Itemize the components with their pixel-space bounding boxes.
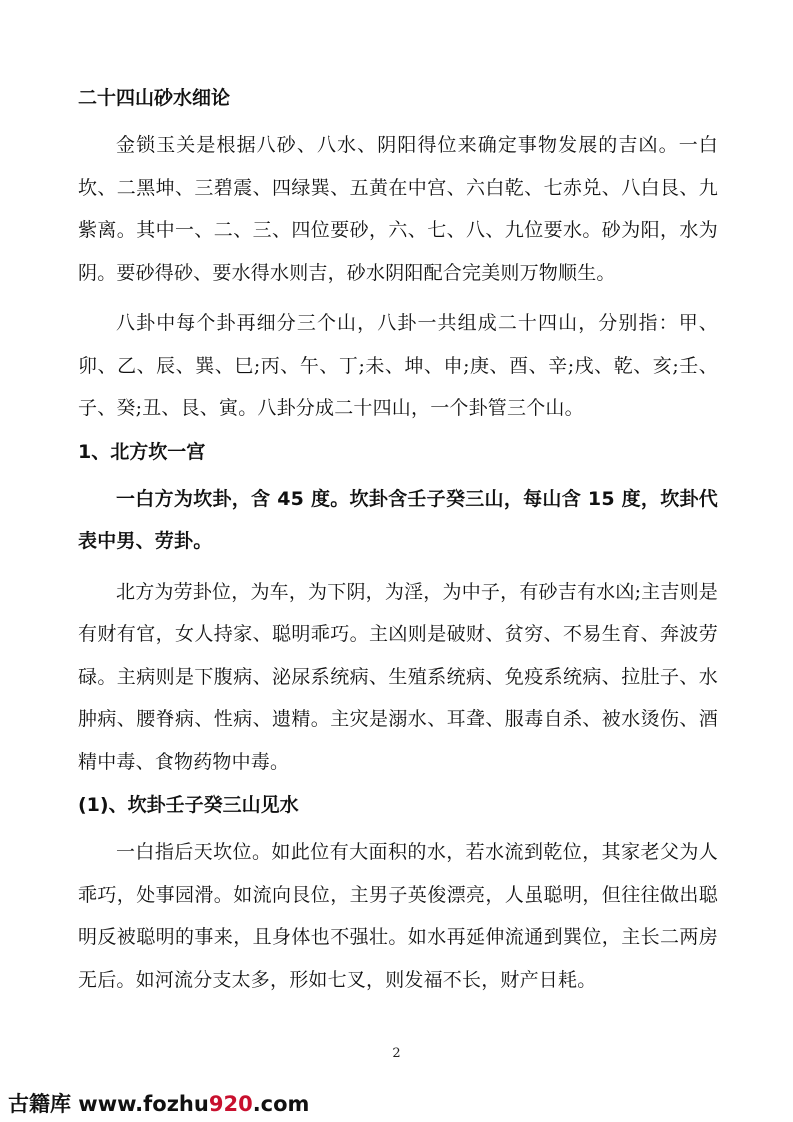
site-watermark [8, 1088, 309, 1118]
watermark-suffix: .com [252, 1092, 310, 1116]
paragraph-kan-water: 一白指后天坎位。如此位有大面积的水，若水流到乾位，其家老父为人乖巧，处事园滑。如流向艮位，主男子英俊漂亮，人虽聪明，但往往做出聪明反被聪明的事来，且身体也不强壮。如水再延伸流通到巽位，主长二两房无后。如河流分支太多，形如七叉，则发福不长，财产日耗。 [78, 841, 718, 991]
document-body [78, 84, 718, 1009]
watermark-prefix: 古籍库 www.fozhu [8, 1092, 209, 1116]
paragraph-intro: 金锁玉关是根据八砂、八水、阴阳得位来确定事物发展的吉凶。一白坎、二黑坤、三碧震、四绿巽、五黄在中宫、六白乾、七赤兑、八白艮、九紫离。其中一、二、三、四位要砂，六、七、八、九位要水。砂为阳，水为阴。要砂得砂、要水得水则吉，砂水阴阳配合完美则万物顺生。 [78, 134, 718, 284]
section-heading-north-kan: 1、北方坎一宫 [78, 440, 206, 463]
page-number: 2 [392, 1046, 401, 1061]
subsection-heading-kan-water: (1)、坎卦壬子癸三山见水 [78, 794, 299, 816]
watermark-accent: 920 [208, 1092, 253, 1116]
paragraph-kan-summary: 一白方为坎卦，含 45 度。坎卦含壬子癸三山，每山含 15 度，坎卦代表中男、劳卦。 [78, 487, 718, 552]
paragraph-24-mountains: 八卦中每个卦再细分三个山，八卦一共组成二十四山，分别指：甲、卯、乙、辰、巽、巳;丙、午、丁;未、坤、申;庚、酉、辛;戌、乾、亥;壬、子、癸;丑、艮、寅。八卦分成二十四山，一个卦管三个山。 [78, 312, 718, 419]
document-title: 二十四山砂水细论 [78, 87, 231, 109]
paragraph-kan-detail: 北方为劳卦位，为车，为下阴，为淫，为中子，有砂吉有水凶;主吉则是有财有官，女人持家、聪明乖巧。主凶则是破财、贫穷、不易生育、奔波劳碌。主病则是下腹病、泌尿系统病、生殖系统病、免疫系统病、拉肚子、水肿病、腰脊病、性病、遗精。主灾是溺水、耳聋、服毒自杀、被水烫伤、酒精中毒、食物药物中毒。 [78, 580, 718, 773]
